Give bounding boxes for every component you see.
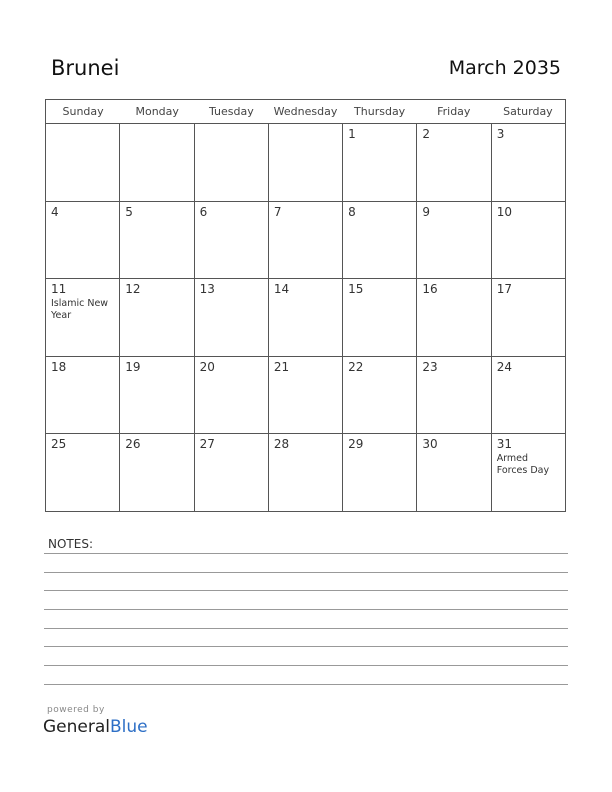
day-number: 11	[51, 282, 67, 297]
weekday-label: Monday	[135, 105, 179, 118]
brand-logo	[43, 717, 148, 737]
week-row	[46, 434, 565, 511]
day-number: 20	[199, 359, 215, 374]
day-cell	[269, 124, 343, 201]
weekday-label: Wednesday	[273, 105, 338, 118]
day-number: 19	[125, 359, 141, 374]
notes-label: NOTES:	[48, 537, 93, 551]
day-cell	[120, 279, 194, 356]
day-number: 25	[51, 437, 67, 452]
day-cell	[343, 357, 417, 434]
day-number: 18	[51, 359, 67, 374]
day-number: 1	[348, 127, 356, 141]
day-cell	[343, 124, 417, 201]
week-row	[46, 202, 565, 280]
day-cell	[417, 124, 491, 201]
day-cell	[120, 202, 194, 279]
note-line	[44, 590, 568, 591]
day-number: 12	[125, 282, 141, 297]
day-cell	[46, 279, 120, 356]
powered-by-text: powered by	[47, 705, 105, 715]
day-number: 22	[348, 359, 364, 374]
month-title: March 2035	[448, 57, 561, 79]
week-row	[46, 357, 565, 435]
day-number: 10	[496, 204, 512, 219]
day-cell	[195, 279, 269, 356]
day-number: 6	[199, 204, 208, 219]
weekday-label: Friday	[437, 105, 471, 118]
day-number: 3	[496, 127, 505, 141]
day-cell	[492, 357, 565, 434]
brand-general: General	[43, 717, 110, 737]
day-number: 16	[422, 282, 438, 297]
weekday-label: Sunday	[62, 105, 104, 118]
week-row	[46, 279, 565, 357]
day-cell	[120, 124, 194, 201]
day-cell	[46, 124, 120, 201]
holiday-label: Islamic New Year	[51, 298, 109, 322]
day-cell	[46, 202, 120, 279]
day-number: 2	[422, 127, 431, 141]
day-cell	[195, 202, 269, 279]
day-number: 8	[348, 204, 356, 219]
brand-blue: Blue	[110, 717, 148, 737]
day-cell	[120, 434, 194, 511]
note-line	[44, 628, 568, 629]
day-cell	[417, 357, 491, 434]
note-line	[44, 665, 568, 666]
day-number: 5	[125, 204, 133, 219]
day-cell	[343, 434, 417, 511]
day-cell	[269, 357, 343, 434]
day-cell	[492, 202, 565, 279]
day-cell	[492, 124, 565, 201]
day-cell	[343, 202, 417, 279]
day-number: 15	[348, 282, 364, 297]
day-number: 9	[422, 204, 431, 219]
day-number: 4	[51, 204, 59, 219]
note-line	[44, 553, 568, 554]
weeks-container	[46, 124, 565, 511]
weekday-label: Saturday	[503, 105, 553, 118]
note-line	[44, 646, 568, 647]
weekday-label: Tuesday	[208, 105, 254, 118]
day-cell	[417, 434, 491, 511]
note-line	[44, 572, 568, 573]
day-cell	[492, 279, 565, 356]
day-cell	[120, 357, 194, 434]
day-number: 31	[496, 437, 512, 452]
day-number: 14	[273, 282, 290, 297]
day-cell	[417, 279, 491, 356]
day-cell	[269, 279, 343, 356]
day-cell	[417, 202, 491, 279]
day-number: 26	[125, 437, 141, 452]
country-title: Brunei	[51, 56, 120, 80]
day-cell	[343, 279, 417, 356]
note-line	[44, 684, 568, 685]
week-row	[46, 124, 565, 202]
weekday-label: Thursday	[354, 105, 406, 118]
day-number: 7	[273, 204, 282, 219]
day-cell	[492, 434, 565, 511]
day-cell	[269, 434, 343, 511]
day-cell	[46, 434, 120, 511]
day-number: 13	[199, 282, 215, 297]
day-number: 29	[348, 437, 364, 452]
day-cell	[46, 357, 120, 434]
weekday-header	[46, 100, 565, 124]
day-number: 24	[496, 359, 512, 374]
day-number: 21	[273, 359, 290, 374]
day-cell	[269, 202, 343, 279]
day-number: 30	[422, 437, 438, 452]
holiday-label: Armed Forces Day	[496, 453, 550, 477]
day-cell	[195, 124, 269, 201]
day-number: 27	[199, 437, 215, 452]
note-line	[44, 609, 568, 610]
day-number: 23	[422, 359, 438, 374]
day-number: 28	[273, 437, 290, 452]
calendar-grid	[45, 99, 566, 512]
day-cell	[195, 434, 269, 511]
day-cell	[195, 357, 269, 434]
day-number: 17	[496, 282, 512, 297]
